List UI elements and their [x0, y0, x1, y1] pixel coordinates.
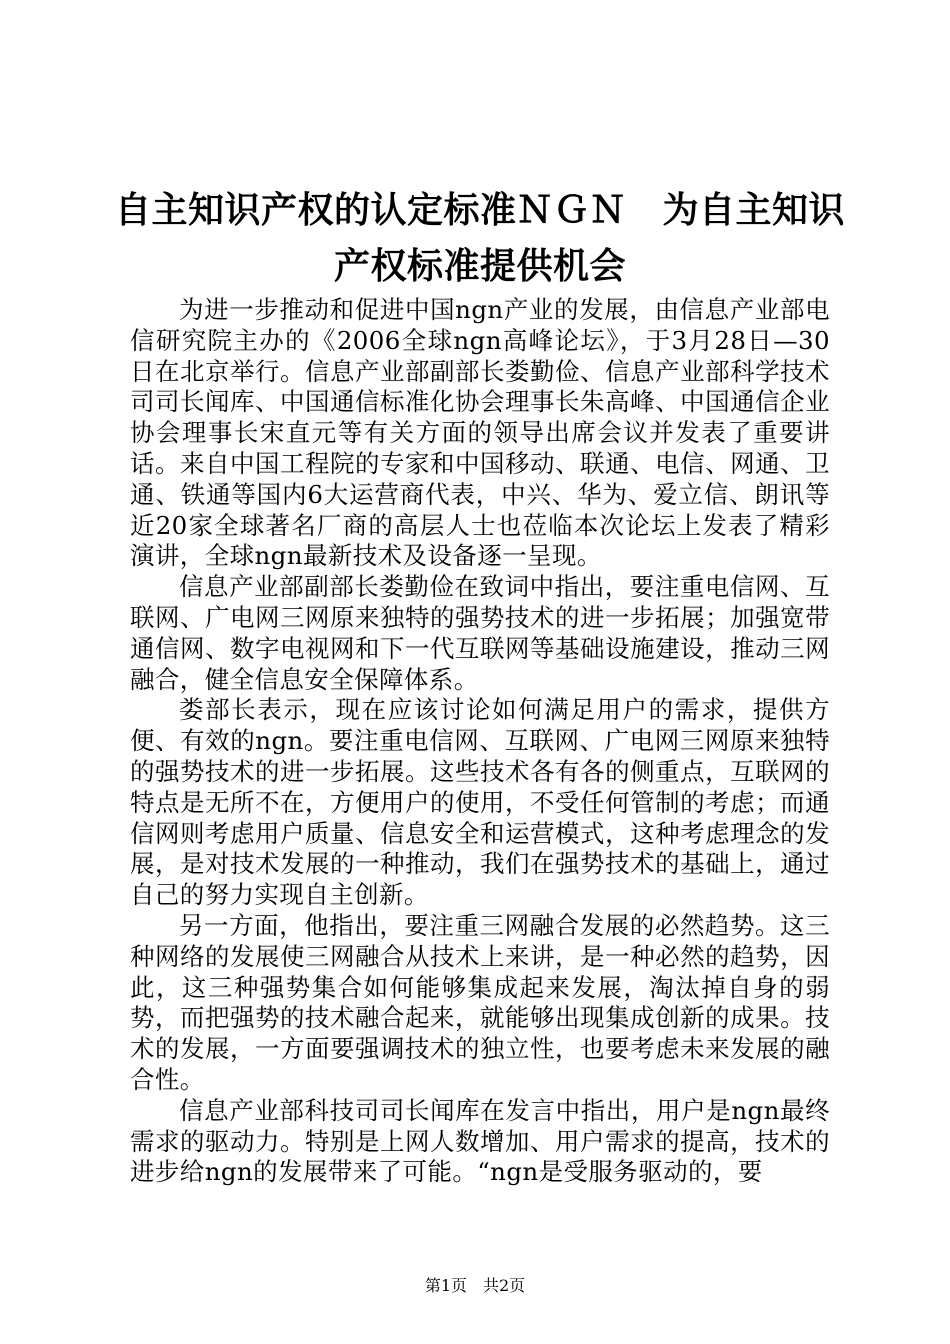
paragraph-1: 为进一步推动和促进中国ngn产业的发展，由信息产业部电信研究院主办的《2006全球ngn高峰论坛》，于3月28日—30日在北京举行。信息产业部副部长娄勤俭、信息产业部科学技术司司长闻库、中国通信标准化协会理事长朱高峰、中国通信企业协会理事长宋直元等有关方面的领导出席会议并发表了重要讲话。来自中国工程院的专家和中国移动、联通、电信、网通、卫通、铁通等国内6大运营商代表，中兴、华为、爱立信、朗讯等近20家全球著名厂商的高层人士也莅临本次论坛上发表了精彩演讲，全球ngn最新技术及设备逐一呈现。 [130, 295, 830, 571]
document-title [110, 183, 850, 295]
paragraph-2: 信息产业部副部长娄勤俭在致词中指出，要注重电信网、互联网、广电网三网原来独特的强势技术的进一步拓展；加强宽带通信网、数字电视网和下一代互联网等基础设施建设，推动三网融合，健全信息安全保障体系。 [130, 572, 830, 694]
document-title-line-2: 产权标准提供机会 [333, 246, 626, 287]
paragraph-3: 娄部长表示，现在应该讨论如何满足用户的需求，提供方便、有效的ngn。要注重电信网、互联网、广电网三网原来独特的强势技术的进一步拓展。这些技术各有各的侧重点，互联网的特点是无所不在，方便用户的使用，不受任何管制的考虑；而通信网则考虑用户质量、信息安全和运营模式，这种考虑理念的发展，是对技术发展的一种推动，我们在强势技术的基础上，通过自己的努力实现自主创新。 [130, 695, 830, 910]
document-title-line-1: 自主知识产权的认定标准ＮＧＮ 为自主知识 [114, 190, 845, 231]
page-footer: 第1页 共2页 [424, 1276, 526, 1295]
paragraph-4: 另一方面，他指出，要注重三网融合发展的必然趋势。这三种网络的发展使三网融合从技术上来讲，是一种必然的趋势，因此，这三种强势集合如何能够集成起来发展，淘汰掉自身的弱势，而把强势的技术融合起来，就能够出现集成创新的成果。技术的发展，一方面要强调技术的独立性，也要考虑未来发展的融合性。 [130, 910, 830, 1094]
paragraph-5: 信息产业部科技司司长闻库在发言中指出，用户是ngn最终需求的驱动力。特别是上网人数增加、用户需求的提高，技术的进步给ngn的发展带来了可能。“ngn是受服务驱动的，要 [130, 1095, 830, 1187]
document-body [130, 295, 830, 1188]
